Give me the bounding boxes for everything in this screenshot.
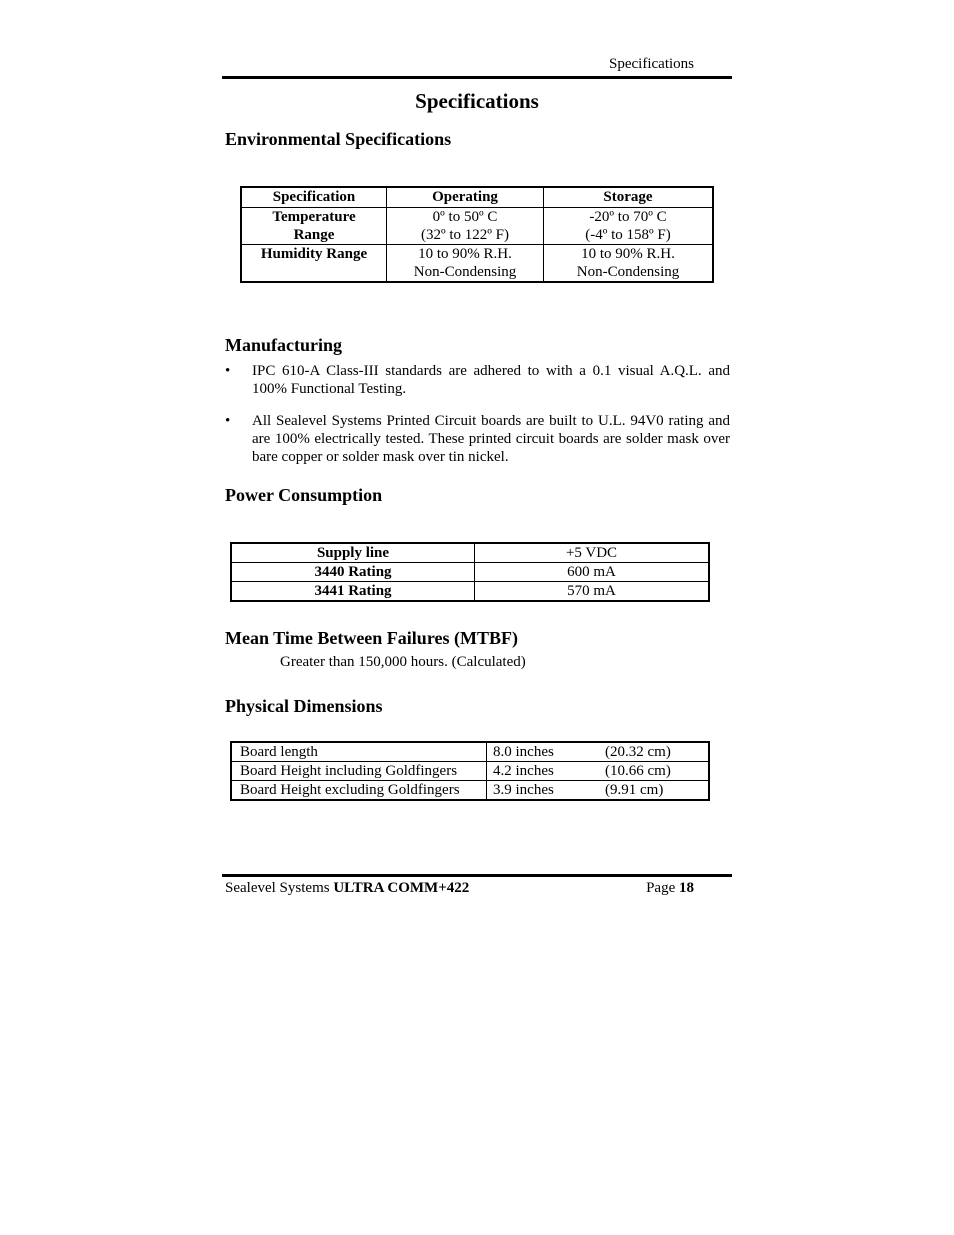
row-label <box>241 245 387 283</box>
row-value: +5 VDC <box>475 543 710 563</box>
cell-line: Non-Condensing <box>413 264 517 280</box>
cell-line: 0º to 50º C <box>432 209 498 225</box>
header-rule <box>222 76 732 79</box>
row-label: Board length <box>231 742 487 762</box>
cm-value: (9.91 cm) <box>599 781 709 801</box>
table-header-row <box>241 187 713 208</box>
footer-page <box>600 880 694 897</box>
table-row <box>231 582 709 602</box>
table-row <box>231 543 709 563</box>
row-label: Board Height excluding Goldfingers <box>231 781 487 801</box>
cell-line: (32º to 122º F) <box>420 227 510 243</box>
row-label: Board Height including Goldfingers <box>231 762 487 781</box>
list-item-text: IPC 610-A Class-III standards are adhered to with a 0.1 visual A.Q.L. and 100% Functional Testing. <box>252 363 730 397</box>
mtbf-heading: Mean Time Between Failures (MTBF) <box>225 628 518 648</box>
inches-value: 8.0 inches <box>487 742 600 762</box>
page-label: Page <box>646 880 679 896</box>
product-name: ULTRA COMM+422 <box>333 880 470 896</box>
page-number: 18 <box>679 880 694 896</box>
cm-value: (20.32 cm) <box>599 742 709 762</box>
list-item <box>225 412 730 466</box>
operating-cell <box>387 245 544 283</box>
running-header: Specifications <box>609 56 694 72</box>
row-label-line: Humidity Range <box>260 246 368 262</box>
environmental-heading: Environmental Specifications <box>225 129 452 149</box>
page-title: Specifications <box>415 89 539 113</box>
column-header: Operating <box>387 187 544 208</box>
row-label-line: Range <box>293 227 335 243</box>
cell-line: 10 to 90% R.H. <box>581 246 675 262</box>
cell-line: (-4º to 158º F) <box>585 227 671 243</box>
manufacturing-heading: Manufacturing <box>225 335 342 355</box>
operating-cell <box>387 208 544 245</box>
column-header: Storage <box>544 187 714 208</box>
row-value: 570 mA <box>475 582 710 602</box>
bullet-icon: • <box>225 363 231 379</box>
footer-rule <box>222 874 732 877</box>
cm-value: (10.66 cm) <box>599 762 709 781</box>
inches-value: 3.9 inches <box>487 781 600 801</box>
environmental-table <box>240 186 714 283</box>
table-row <box>231 762 709 781</box>
row-value: 600 mA <box>475 563 710 582</box>
footer-company <box>225 880 469 897</box>
table-row <box>241 208 713 245</box>
manufacturing-list <box>225 362 730 480</box>
power-heading: Power Consumption <box>225 485 383 505</box>
cell-line: 10 to 90% R.H. <box>418 246 512 262</box>
column-header: Specification <box>241 187 387 208</box>
table-row <box>241 245 713 283</box>
storage-cell <box>544 208 714 245</box>
dimensions-heading: Physical Dimensions <box>225 696 383 716</box>
mtbf-text: Greater than 150,000 hours. (Calculated) <box>280 654 526 670</box>
dimensions-table <box>230 741 710 801</box>
storage-cell <box>544 245 714 283</box>
cell-line: -20º to 70º C <box>589 209 667 225</box>
company-name: Sealevel Systems <box>225 880 334 896</box>
list-item <box>225 362 730 398</box>
row-label-line: Temperature <box>272 209 356 225</box>
bullet-icon: • <box>225 413 231 429</box>
row-label <box>241 208 387 245</box>
power-table <box>230 542 710 602</box>
inches-value: 4.2 inches <box>487 762 600 781</box>
table-row <box>231 563 709 582</box>
row-label: 3440 Rating <box>231 563 475 582</box>
row-label: 3441 Rating <box>231 582 475 602</box>
table-row <box>231 742 709 762</box>
cell-line: Non-Condensing <box>576 264 680 280</box>
table-row <box>231 781 709 801</box>
row-label: Supply line <box>231 543 475 563</box>
list-item-text: All Sealevel Systems Printed Circuit boards are built to U.L. 94V0 rating and are 100% electrically tested. These printed circuit boards are solder mask over bare copper or solder mask over tin nickel. <box>252 413 730 465</box>
